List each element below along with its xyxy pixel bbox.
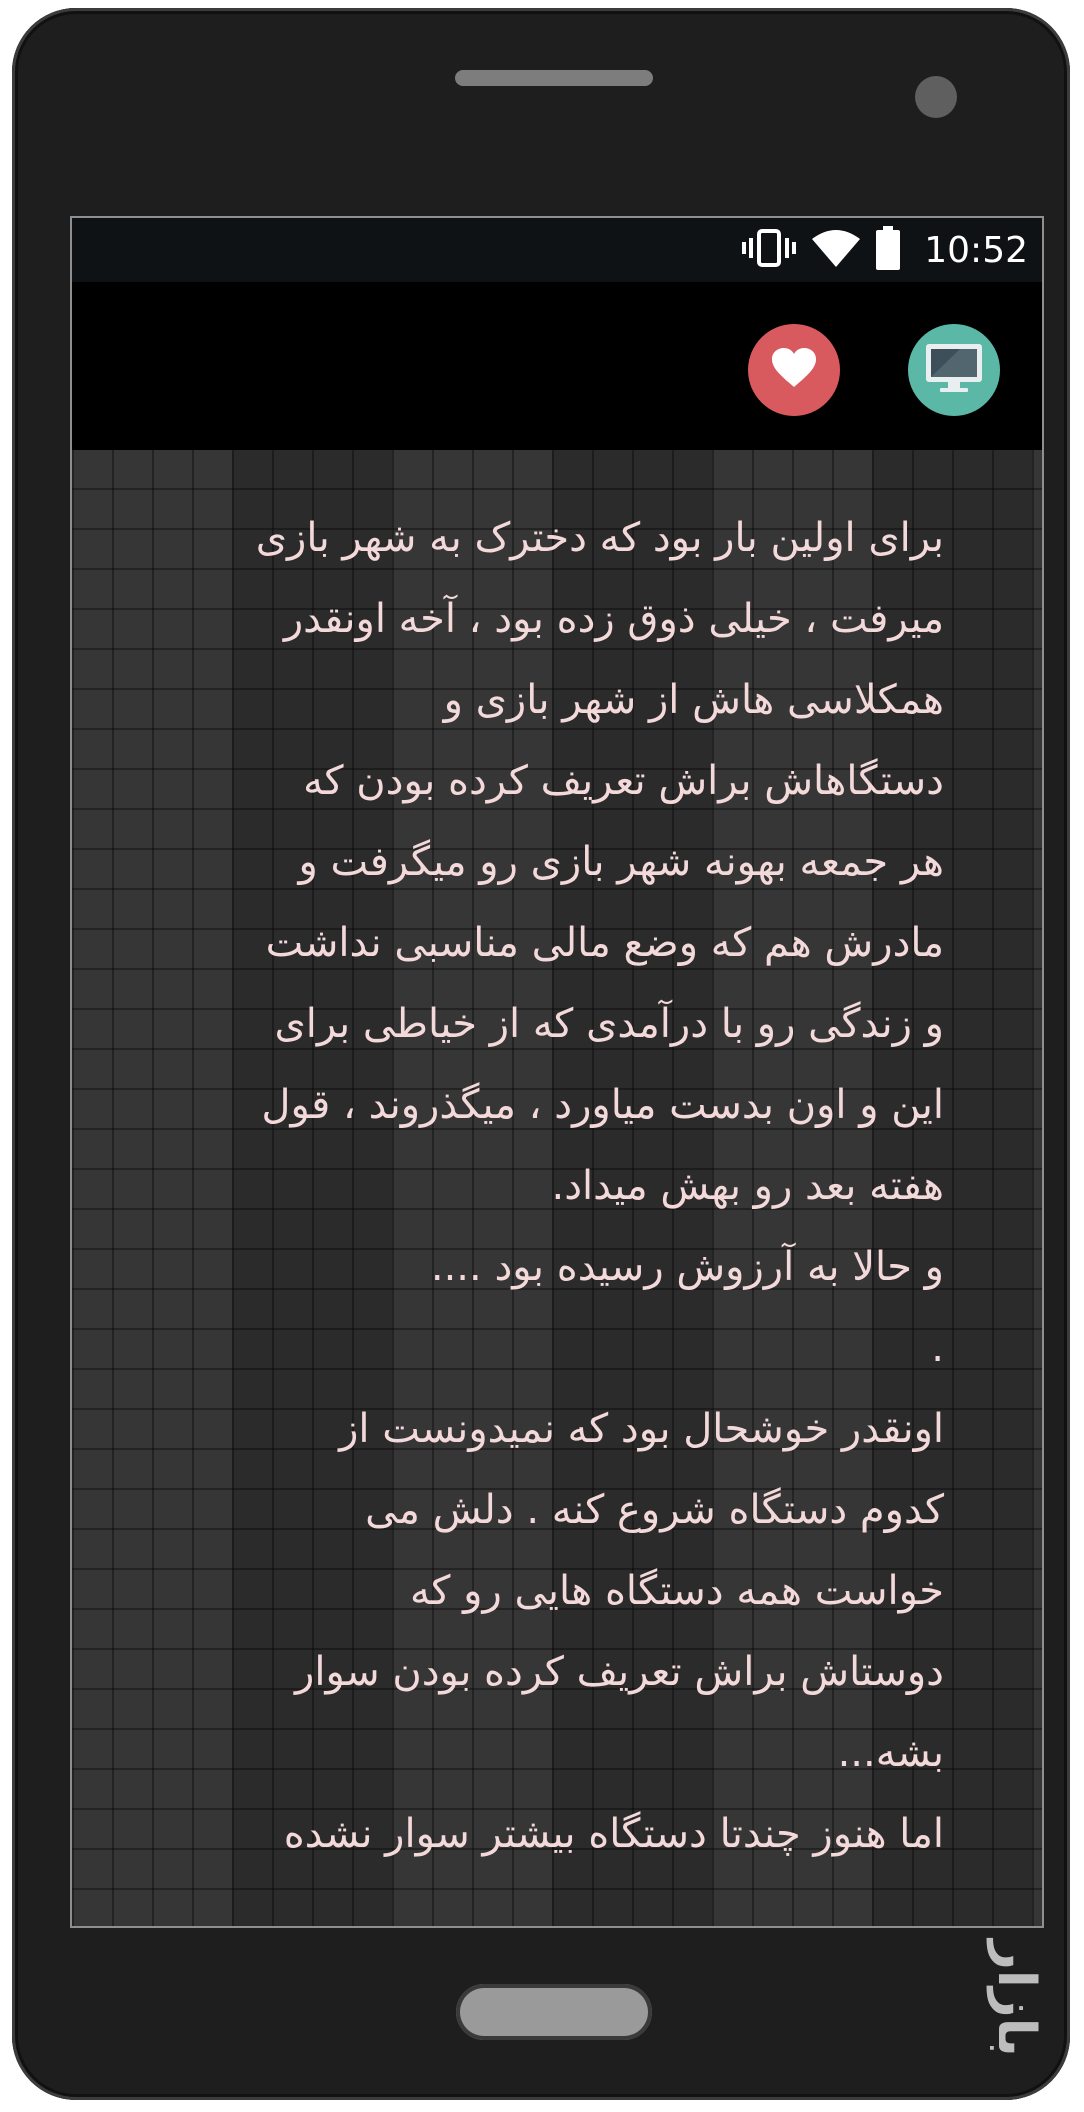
story-line: مادرش هم که وضع مالی مناسبی نداشت <box>265 920 944 966</box>
story-line: هر جمعه بهونه شهر بازی رو میگرفت و <box>298 839 944 885</box>
story-line: کدوم دستگاه شروع کنه . دلش می <box>365 1487 944 1533</box>
status-bar <box>72 218 1042 282</box>
story-line: و حالا به آرزوش رسیده بود .... <box>430 1244 944 1290</box>
phone-device-frame <box>12 8 1070 2100</box>
story-line: دوستاش براش تعریف کرده بودن سوار <box>295 1649 944 1695</box>
story-line: همکلاسی هاش از شهر بازی و <box>443 677 944 723</box>
story-text <box>152 498 944 1875</box>
story-line: میرفت ، خیلی ذوق زده بود ، آخه اونقدر <box>283 596 944 642</box>
story-line: هفته بعد رو بهش میداد. <box>551 1163 944 1209</box>
wifi-icon <box>812 229 860 271</box>
story-line: این و اون بدست میاورد ، میگذروند ، قول <box>261 1082 944 1128</box>
battery-icon <box>876 226 900 274</box>
phone-screen <box>70 216 1044 1928</box>
front-camera <box>915 76 957 118</box>
story-line: اونقدر خوشحال بود که نمیدونست از <box>339 1406 944 1452</box>
home-button[interactable] <box>456 1984 652 2040</box>
heart-icon <box>770 347 818 393</box>
story-line: اما هنوز چندتا دستگاه بیشتر سوار نشده <box>283 1811 944 1857</box>
favorite-button[interactable] <box>748 324 840 416</box>
story-line: بشه... <box>837 1730 944 1776</box>
story-line: خواست همه دستگاه هایی رو که <box>409 1568 944 1614</box>
vibrate-icon <box>742 228 796 272</box>
story-line: دستگاهاش براش تعریف کرده بودن که <box>303 758 944 804</box>
status-clock: 10:52 <box>924 229 1028 271</box>
story-line: برای اولین بار بود که دخترک به شهر بازی <box>255 515 944 561</box>
action-bar <box>72 282 1042 450</box>
status-icons <box>726 226 1028 274</box>
monitor-button[interactable] <box>908 324 1000 416</box>
earpiece-speaker <box>455 70 653 86</box>
story-line: . <box>931 1325 944 1371</box>
bazaar-watermark-logo: بازار <box>986 1940 1046 2057</box>
story-line: و زندگی رو با درآمدی که از خیاطی برای <box>274 1001 944 1047</box>
story-content[interactable] <box>72 450 1042 1926</box>
monitor-icon <box>924 342 984 398</box>
